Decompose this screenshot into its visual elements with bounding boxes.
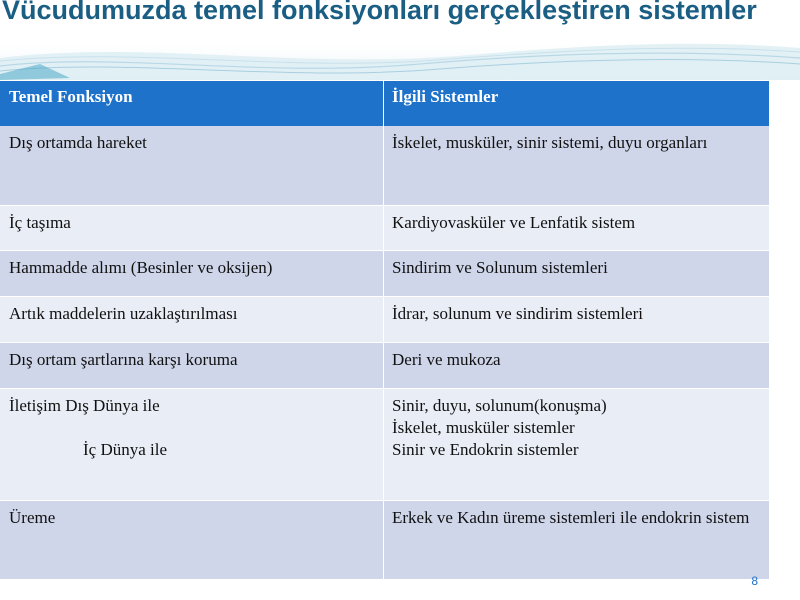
table-row bbox=[0, 343, 769, 389]
table-row bbox=[0, 297, 769, 343]
functions-table bbox=[0, 81, 769, 580]
table-row bbox=[0, 501, 769, 580]
systems-cell: Sindirim ve Solunum sistemleri bbox=[384, 251, 770, 297]
column-header-function: Temel Fonksiyon bbox=[0, 81, 384, 126]
function-cell: Artık maddelerin uzaklaştırılması bbox=[0, 297, 384, 343]
systems-line: Sinir ve Endokrin sistemler bbox=[392, 440, 579, 459]
function-cell: İç taşıma bbox=[0, 206, 384, 251]
column-header-systems: İlgili Sistemler bbox=[384, 81, 770, 126]
table-row bbox=[0, 251, 769, 297]
page-number: 8 bbox=[751, 574, 758, 588]
function-cell: Dış ortamda hareket bbox=[0, 126, 384, 206]
slide-title: Vücudumuzda temel fonksiyonları gerçekleştiren sistemler bbox=[2, 0, 757, 25]
function-cell: Hammadde alımı (Besinler ve oksijen) bbox=[0, 251, 384, 297]
systems-cell: Erkek ve Kadın üreme sistemleri ile endokrin sistem bbox=[384, 501, 770, 580]
table-row bbox=[0, 389, 769, 501]
systems-cell: İdrar, solunum ve sindirim sistemleri bbox=[384, 297, 770, 343]
function-line-indented: İç Dünya ile bbox=[83, 440, 168, 459]
systems-cell: Kardiyovasküler ve Lenfatik sistem bbox=[384, 206, 770, 251]
systems-cell: İskelet, musküler, sinir sistemi, duyu organları bbox=[384, 126, 770, 206]
table-row bbox=[0, 126, 769, 206]
table-header-row bbox=[0, 81, 769, 126]
function-cell: Dış ortam şartlarına karşı koruma bbox=[0, 343, 384, 389]
title-band bbox=[0, 0, 800, 80]
function-cell bbox=[0, 389, 384, 501]
table-row bbox=[0, 206, 769, 251]
function-line: İletişim Dış Dünya ile bbox=[9, 396, 160, 415]
systems-cell: Deri ve mukoza bbox=[384, 343, 770, 389]
systems-line: İskelet, musküler sistemler bbox=[392, 418, 575, 437]
function-cell: Üreme bbox=[0, 501, 384, 580]
systems-cell bbox=[384, 389, 770, 501]
systems-line: Sinir, duyu, solunum(konuşma) bbox=[392, 396, 607, 415]
